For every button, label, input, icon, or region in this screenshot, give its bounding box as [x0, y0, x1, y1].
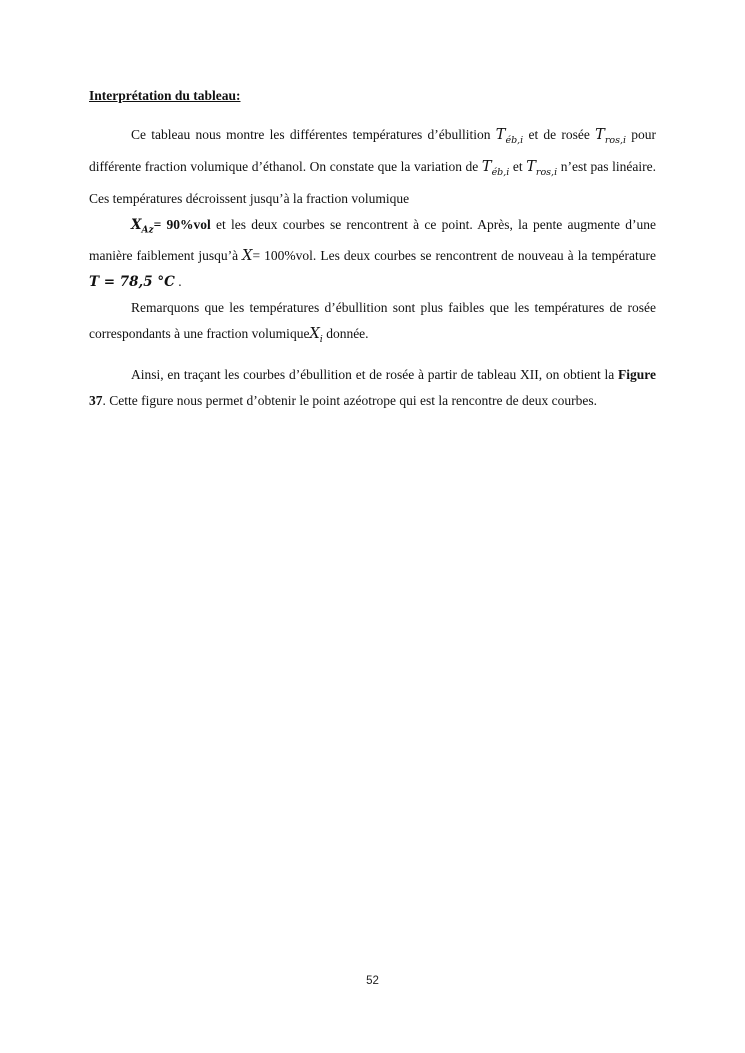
xaz-symbol: $X_{Az}$	[131, 216, 154, 236]
azeotrope-temperature: T = 78,5 °C	[89, 274, 175, 291]
paragraph-4	[89, 362, 656, 414]
p1-text-5: n’est pas linéaire. Ces températures décroissent jusqu’à la fraction volumique	[89, 158, 656, 206]
p1-text-4: et	[509, 158, 527, 174]
teb-symbol: $T_{éb,i}$	[495, 127, 524, 146]
p4-text-2: . Cette figure nous permet d’obtenir le point azéotrope qui est la rencontre de deux courbes.	[102, 393, 597, 409]
page-number: 52	[366, 975, 379, 987]
tros-symbol-2: $T_{ros,i}$	[526, 158, 558, 178]
p2-text-2: = 100%vol. Les deux courbes se rencontrent de nouveau à la température	[252, 248, 656, 264]
p4-text-1: Ainsi, en traçant les courbes d’ébullition et de rosée à partir de tableau XII, on obtient la	[131, 367, 618, 383]
p1-text-3: pour différente fraction volumique d’éthanol. On constate que la variation de	[89, 127, 656, 174]
p2-text-3: .	[174, 274, 182, 290]
p1-text-2: et de rosée	[523, 127, 596, 142]
p1-text-1: Ce tableau nous montre les différentes températures d’ébullition	[131, 127, 496, 142]
document-body	[89, 84, 656, 414]
xaz-value: = 90%vol	[153, 216, 211, 232]
figure-reference: Figure 37	[89, 367, 656, 409]
tros-symbol: $T_{ros,i}$	[595, 127, 627, 146]
teb-symbol-2: $T_{éb,i}$	[481, 158, 510, 178]
section-heading: Interprétation du tableau:	[89, 88, 241, 103]
xi-symbol: $X_i$	[309, 326, 323, 346]
p3-text-1: Remarquons que les températures d’ébullition sont plus faibles que les températures de rosée correspondants à une fraction volumique	[89, 300, 656, 342]
paragraph-2	[89, 212, 656, 296]
paragraph-3	[89, 295, 656, 353]
p2-text-1: et les deux courbes se rencontrent à ce point. Après, la pente augmente d’une manière faiblement jusqu’à	[89, 216, 656, 264]
x-symbol: X	[242, 248, 253, 265]
paragraph-1	[89, 122, 656, 212]
p3-text-2: donnée.	[322, 326, 369, 342]
